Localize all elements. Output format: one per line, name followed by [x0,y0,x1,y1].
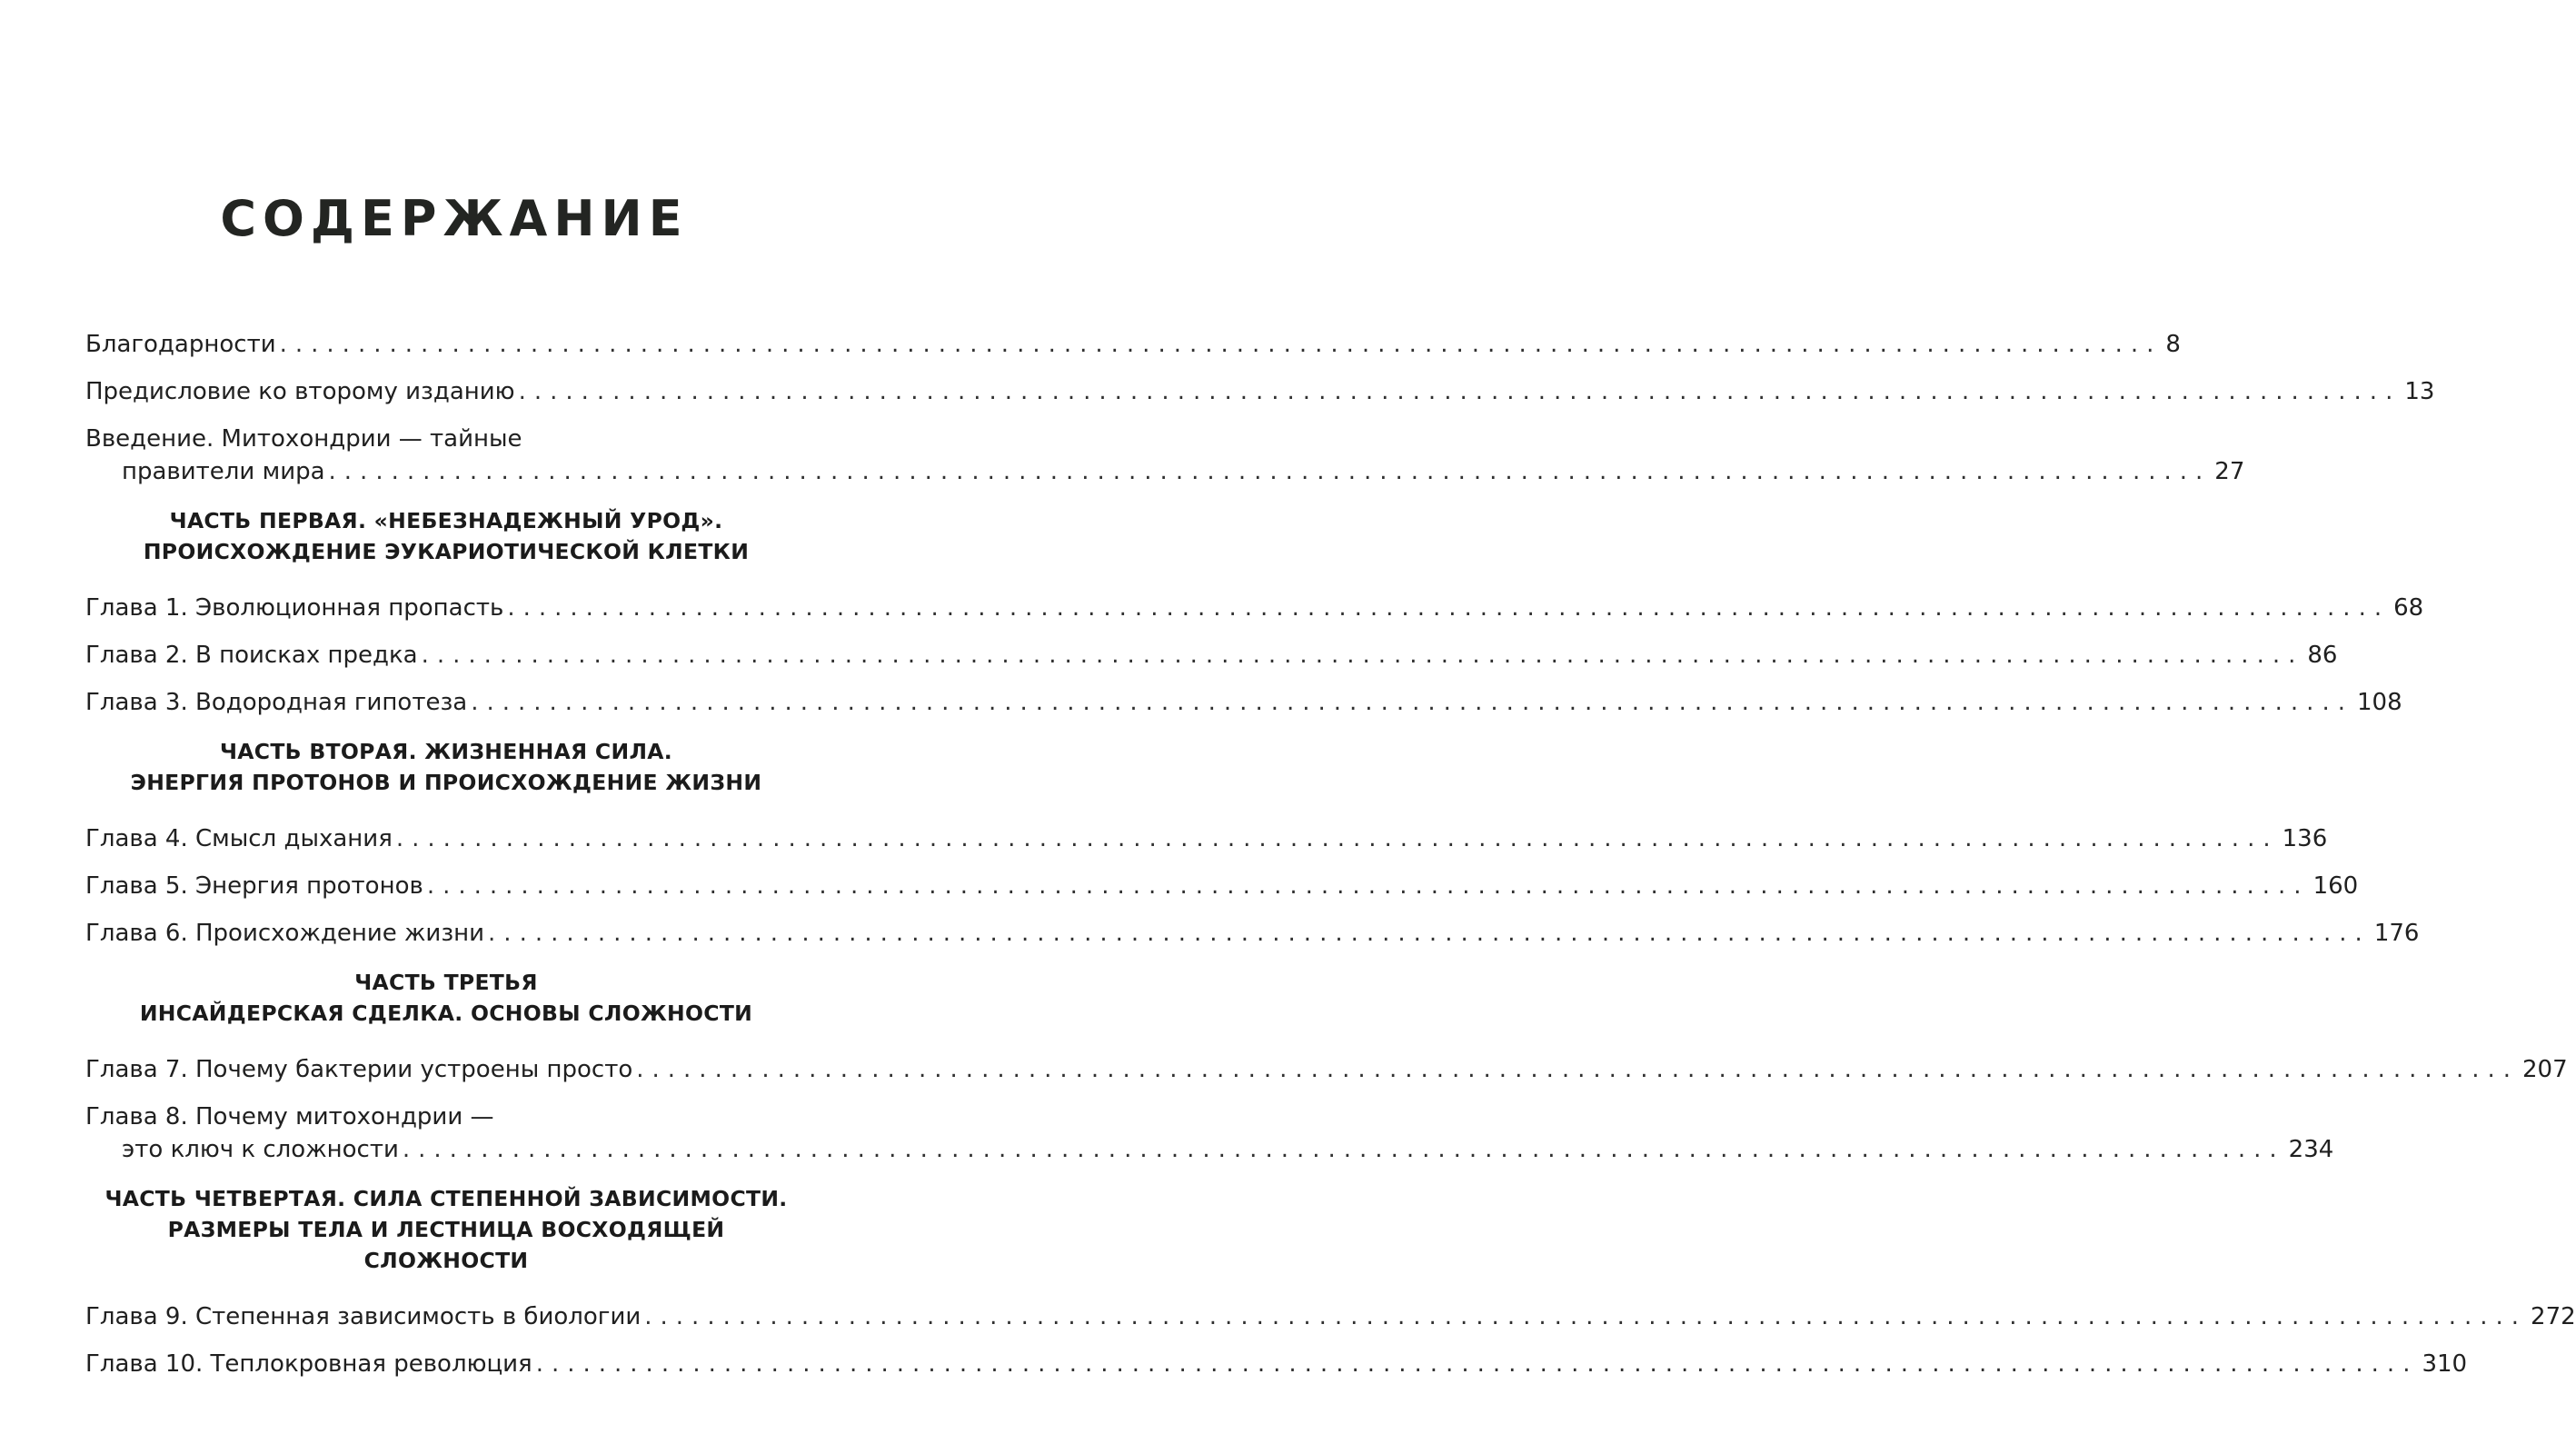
dot-leader: ........................................................................................................................ [402,1136,2285,1163]
toc-entry-chapter-3[interactable] [85,689,2402,716]
toc-entry-acknowledgements[interactable] [85,331,2181,358]
dot-leader: ........................................................................................................................ [507,594,2391,622]
page-number: 86 [2307,642,2338,669]
entry-title: Глава 6. Происхождение жизни [85,920,485,947]
page-number: 13 [2404,378,2435,405]
page-number: 27 [2214,458,2245,485]
toc-entry-chapter-4[interactable] [85,825,2328,852]
page-number: 108 [2356,689,2402,716]
page-number: 160 [2312,872,2359,900]
toc-entry-chapter-2[interactable] [85,642,2338,669]
toc-entry-chapter-9[interactable] [85,1303,2576,1330]
dot-leader: ........................................................................................................................ [518,378,2402,405]
toc-entry-chapter-7[interactable] [85,1056,2568,1083]
entry-title-line1: Глава 8. Почему митохондрии — [85,1103,494,1130]
part-heading-line1: ЧАСТЬ ПЕРВАЯ. «НЕБЕЗНАДЕЖНЫЙ УРОД». [169,508,723,533]
entry-title: Предисловие ко второму изданию [85,378,515,405]
page-number: 176 [2373,920,2420,947]
entry-title: Глава 4. Смысл дыхания [85,825,393,852]
entry-title-line2: правители мира [122,458,325,485]
toc-entry-introduction[interactable] [85,425,2245,485]
part-heading-line2: РАЗМЕРЫ ТЕЛА И ЛЕСТНИЦА ВОСХОДЯЩЕЙ СЛОЖНОСТИ [167,1217,725,1273]
page-number: 207 [2522,1056,2568,1083]
entry-title: Глава 2. В поисках предка [85,642,418,669]
dot-leader: ........................................................................................................................ [535,1350,2419,1378]
table-of-contents [85,331,2576,1398]
dot-leader: ........................................................................................................................ [328,458,2212,485]
dot-leader: ........................................................................................................................ [488,920,2371,947]
dot-leader: ........................................................................................................................ [395,825,2279,852]
entry-title-line1: Введение. Митохондрии — тайные [85,425,522,453]
toc-entry-chapter-5[interactable] [85,872,2359,900]
part-heading-1 [85,505,807,567]
page-title: СОДЕРЖАНИЕ [220,190,689,248]
part-heading-line2: ИНСАЙДЕРСКАЯ СДЕЛКА. ОСНОВЫ СЛОЖНОСТИ [139,1001,753,1026]
entry-title: Глава 9. Степенная зависимость в биологии [85,1303,642,1330]
toc-entry-chapter-6[interactable] [85,920,2420,947]
page-number: 136 [2282,825,2328,852]
part-heading-line1: ЧАСТЬ ЧЕТВЕРТАЯ. СИЛА СТЕПЕННОЙ ЗАВИСИМОСТИ. [104,1186,788,1211]
page-number: 310 [2422,1350,2468,1378]
entry-title: Благодарности [85,331,276,358]
dot-leader: ........................................................................................................................ [471,689,2353,716]
entry-title: Глава 5. Энергия протонов [85,872,423,900]
toc-entry-chapter-8[interactable] [85,1103,2334,1163]
dot-leader: ........................................................................................................................ [636,1056,2520,1083]
part-heading-line2: ПРОИСХОЖДЕНИЕ ЭУКАРИОТИЧЕСКОЙ КЛЕТКИ [143,539,750,564]
dot-leader: ........................................................................................................................ [279,331,2163,358]
dot-leader: ........................................................................................................................ [426,872,2310,900]
part-heading-4 [85,1183,807,1276]
page-number: 272 [2531,1303,2576,1330]
entry-title: Глава 10. Теплокровная революция [85,1350,532,1378]
dot-leader: ........................................................................................................................ [421,642,2304,669]
page-number: 68 [2393,594,2424,622]
toc-entry-chapter-1[interactable] [85,594,2424,622]
page-number: 234 [2288,1136,2334,1163]
part-heading-line1: ЧАСТЬ ТРЕТЬЯ [354,970,538,995]
part-heading-line2: ЭНЕРГИЯ ПРОТОНОВ И ПРОИСХОЖДЕНИЕ ЖИЗНИ [130,770,762,795]
entry-title: Глава 3. Водородная гипотеза [85,689,468,716]
entry-title: Глава 7. Почему бактерии устроены просто [85,1056,633,1083]
entry-title: Глава 1. Эволюционная пропасть [85,594,504,622]
part-heading-2 [85,736,807,798]
dot-leader: ........................................................................................................................ [644,1303,2528,1330]
toc-entry-preface[interactable] [85,378,2435,405]
part-heading-line1: ЧАСТЬ ВТОРАЯ. ЖИЗНЕННАЯ СИЛА. [220,739,672,764]
toc-entry-chapter-10[interactable] [85,1350,2468,1378]
part-heading-3 [85,967,807,1029]
page-number: 8 [2165,331,2181,358]
entry-title-line2: это ключ к сложности [122,1136,399,1163]
